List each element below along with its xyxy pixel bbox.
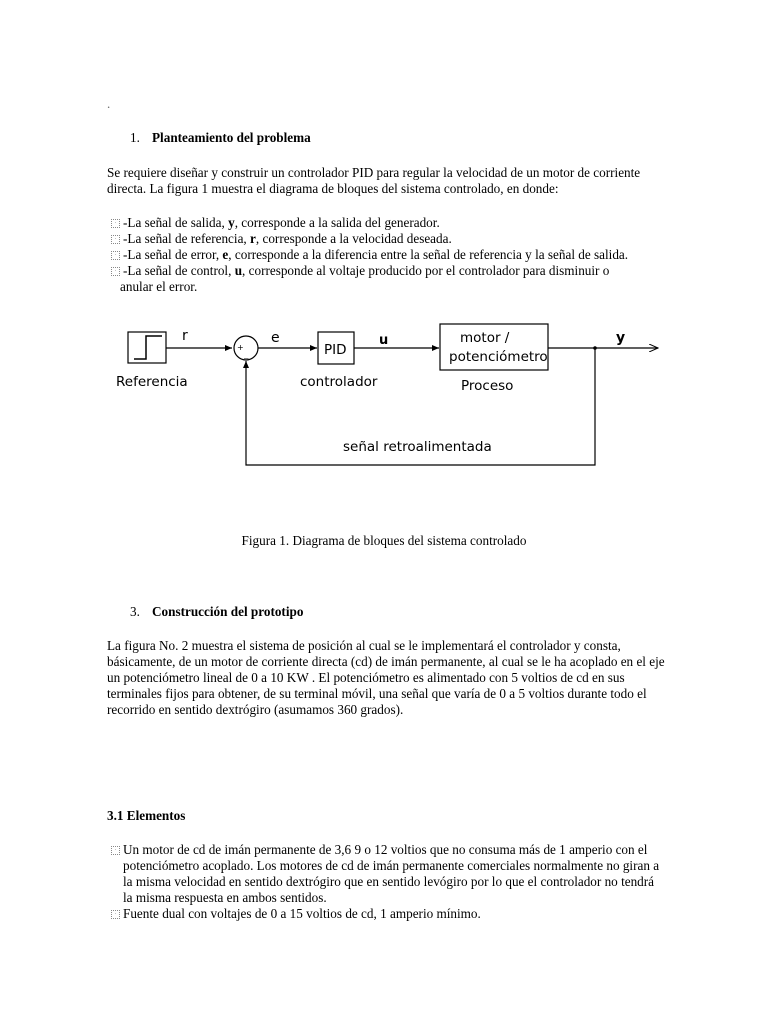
- element-item-power-supply: [111, 906, 663, 922]
- bullet-symbol: r: [250, 231, 256, 246]
- minus-sign: _: [244, 350, 249, 360]
- section-1-title: Planteamiento del problema: [152, 130, 311, 145]
- bullet-marker-icon: ·: [111, 251, 120, 260]
- e-signal-label: e: [271, 330, 280, 346]
- y-signal-label: y: [616, 330, 626, 346]
- bullet-marker-icon: ·: [111, 267, 120, 276]
- bullet-control-signal: [111, 263, 671, 279]
- bullet-text: , corresponde a la salida del generador.: [234, 215, 440, 230]
- bullet-marker-icon: ·: [111, 219, 120, 228]
- element-item-motor: [111, 842, 663, 906]
- bullet-symbol: e: [222, 247, 229, 262]
- controller-label: controlador: [300, 374, 378, 390]
- signal-bullet-list: [111, 215, 671, 295]
- reference-label: Referencia: [116, 374, 188, 390]
- process-label: Proceso: [461, 378, 514, 394]
- bullet-marker-icon: ·: [111, 910, 120, 919]
- bullet-marker-icon: ·: [111, 846, 120, 855]
- elements-list: [111, 842, 663, 922]
- r-signal-label: r: [182, 328, 188, 344]
- page-marker: .: [107, 96, 111, 111]
- block-diagram: [100, 315, 680, 480]
- bullet-text: -La señal de error,: [123, 247, 223, 262]
- section-3-heading: [130, 604, 303, 620]
- bullet-text: -La señal de salida,: [123, 215, 229, 230]
- u-signal-label: u: [379, 333, 389, 348]
- bullet-text: , corresponde al voltaje producido por el controlador para disminuir o: [242, 263, 610, 278]
- element-item-text: Fuente dual con voltajes de 0 a 15 voltios de cd, 1 amperio mínimo.: [123, 906, 481, 921]
- bullet-text: , corresponde a la diferencia entre la señal de referencia y la señal de salida.: [228, 247, 629, 262]
- section-3-paragraph: La figura No. 2 muestra el sistema de posición al cual se le implementará el controlador y consta, básicamente, de un motor de corriente directa (cd) de imán permanente, al cual se le ha acoplado en el eje un potenciómetro lineal de 0 a 10 KW . El potenciómetro es alimentado con 5 voltios de cd en sus terminales fijos para obtener, de su terminal móvil, una señal que varía de 0 a 5 voltios durante todo el recorrido en sentido dextrógiro (asumamos 360 grados).: [107, 638, 665, 717]
- bullet-text: , corresponde a la velocidad deseada.: [255, 231, 452, 246]
- bullet-text: -La señal de referencia,: [123, 231, 251, 246]
- pid-label: PID: [324, 342, 347, 358]
- plus-sign: +: [237, 343, 244, 352]
- bullet-reference-signal: [111, 231, 671, 247]
- section-3-title: Construcción del prototipo: [152, 604, 304, 619]
- bullet-symbol: u: [234, 263, 243, 278]
- figure-caption: Figura 1. Diagrama de bloques del sistema controlado: [241, 533, 527, 548]
- potentiometer-label: potenciómetro: [449, 349, 548, 365]
- bullet-text: -La señal de control,: [123, 263, 235, 278]
- section-3-1-title: 3.1 Elementos: [107, 808, 186, 823]
- section-3-number: 3.: [130, 604, 140, 619]
- bullet-error-signal: [111, 247, 671, 263]
- feedback-label: señal retroalimentada: [343, 439, 492, 455]
- section-1-number: 1.: [130, 130, 140, 145]
- bullet-output-signal: [111, 215, 671, 231]
- section-1-heading: [130, 130, 311, 146]
- bullet-symbol: y: [228, 215, 235, 230]
- motor-label: motor /: [460, 330, 510, 346]
- section-3-1-heading: [107, 808, 185, 824]
- bullet-marker-icon: ·: [111, 235, 120, 244]
- element-item-text: Un motor de cd de imán permanente de 3,6 9 o 12 voltios que no consuma más de 1 amperio con el potenciómetro acoplado. Los motores de cd de imán permanente comerciales normalmente no giran a la misma velocidad en sentido dextrógiro que en sentido levógiro por lo que el controlador no tendrá la misma respuesta en ambos sentidos.: [123, 842, 660, 905]
- bullet-control-continuation: anular el error.: [120, 279, 198, 294]
- section-1-intro: Se requiere diseñar y construir un controlador PID para regular la velocidad de un motor de corriente directa. La figura 1 muestra el diagrama de bloques del sistema controlado, en donde:: [107, 165, 641, 196]
